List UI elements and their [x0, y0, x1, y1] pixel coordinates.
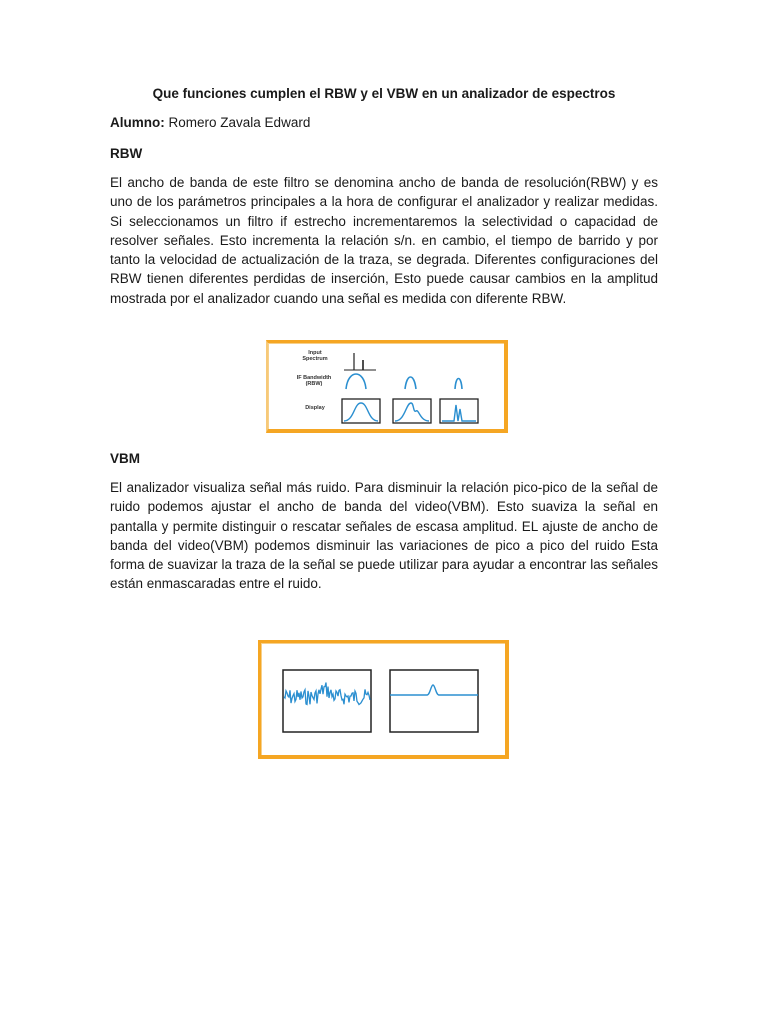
- rbw-diagram-graphic: [268, 343, 504, 429]
- input-spectrum-lines: [344, 353, 376, 370]
- rbw-filter-wide: [346, 374, 366, 389]
- rbw-figure: [266, 340, 508, 433]
- noisy-display-box: [283, 670, 371, 732]
- rbw-heading: RBW: [110, 146, 143, 161]
- vbm-paragraph: El analizador visualiza señal más ruido. Para disminuir la relación pico-pico de la señal de ruido podemos ajustar el ancho de banda del video(VBM). Esto suaviza la señal en pantalla y permite distinguir o rescatar señales de escasa amplitud. EL ajuste de ancho de banda del video(VBM) podemos disminuir las variaciones de pico a pico del ruido Esta forma de suavizar la traza de la señal se puede utilizar para ayudar a encontrar las señales están enmascaradas entre el ruido.: [110, 480, 658, 592]
- rbw-filter-medium: [405, 377, 416, 389]
- student-label: Alumno:: [110, 115, 165, 130]
- vbm-figure: [258, 640, 509, 759]
- input-spectrum-label: Input Spectrum: [302, 350, 328, 362]
- rbw-filter-narrow: [455, 379, 462, 390]
- smoothed-display-box: [390, 670, 478, 732]
- student-name: Romero Zavala Edward: [168, 115, 311, 130]
- rbw-paragraph: El ancho de banda de este filtro se denomina ancho de banda de resolución(RBW) y es uno de los parámetros principales a la hora de configurar el analizador y realizar medidas. Si seleccionamos un filtro if estrecho incrementaremos la selectividad o capacidad de resolver señales. Esto incrementa la relación s/n. en cambio, el tiempo de barrido y por tanto la velocidad de actualización de la traza, se degrada. Diferentes configuraciones del RBW tienen diferentes perdidas de inserción, Esto puede causar cambios en la amplitud mostrada por el analizador cuando una señal es medida con diferente RBW.: [110, 175, 658, 306]
- document-title: Que funciones cumplen el RBW y el VBW en un analizador de espectros: [152, 86, 616, 101]
- vbm-diagram-graphic: [261, 643, 505, 755]
- student-line: [110, 115, 310, 130]
- display-label: Display: [305, 405, 325, 411]
- vbm-heading: VBM: [110, 451, 140, 466]
- if-bandwidth-label: IF Bandwidth (RBW): [296, 375, 332, 387]
